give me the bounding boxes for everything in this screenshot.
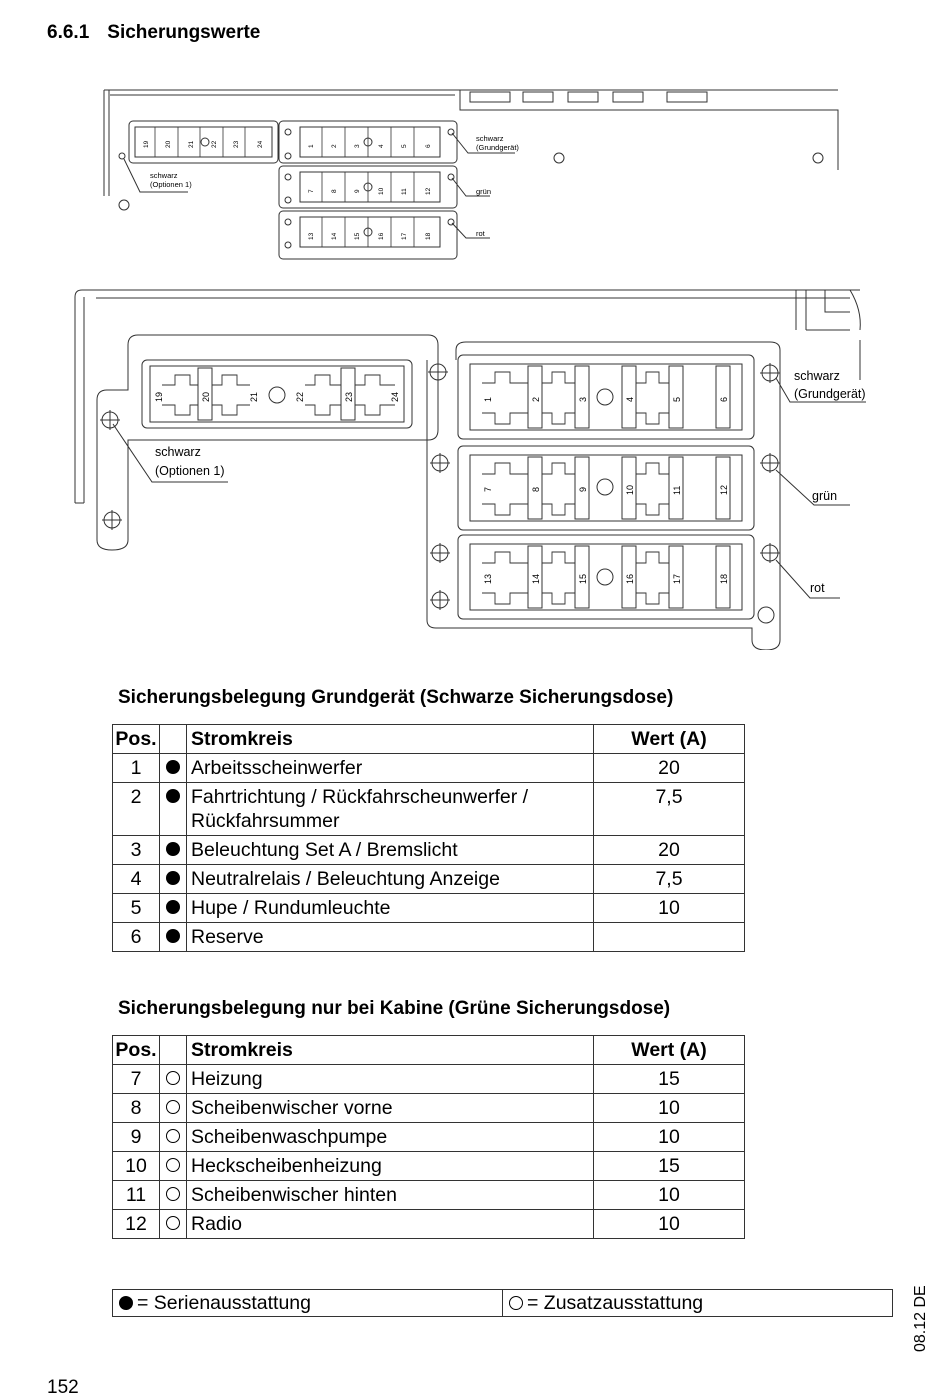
large-fuse-4: 4 <box>625 396 635 402</box>
cell-symbol <box>160 1152 187 1181</box>
legend-optional-label: = Zusatzausstattung <box>527 1292 704 1314</box>
cell-pos: 6 <box>113 923 160 952</box>
cell-pos: 9 <box>113 1123 160 1152</box>
table-row <box>113 1094 745 1123</box>
cell-value <box>594 923 745 952</box>
small-fuse-10: 10 <box>378 187 385 195</box>
large-fuse-9: 9 <box>578 486 588 492</box>
header-pos: Pos. <box>113 725 160 754</box>
cell-symbol <box>160 1123 187 1152</box>
cell-circuit: Scheibenwischer hinten <box>187 1181 594 1210</box>
edition-date: 08.12 DE <box>912 1285 929 1352</box>
cell-value: 20 <box>594 836 745 865</box>
table-header-row <box>113 1036 745 1065</box>
cell-circuit: Fahrtrichtung / Rückfahrscheunwerfer / Rückfahrsummer <box>187 783 594 836</box>
small-label-rot: rot <box>476 229 485 238</box>
cell-circuit: Radio <box>187 1210 594 1239</box>
small-fuse-21: 21 <box>188 140 195 148</box>
cell-symbol <box>160 1210 187 1239</box>
small-fuse-6: 6 <box>425 144 432 148</box>
small-fuse-1: 1 <box>308 144 315 148</box>
header-symbol <box>160 725 187 754</box>
cell-pos: 11 <box>113 1181 160 1210</box>
cell-circuit: Reserve <box>187 923 594 952</box>
header-value: Wert (A) <box>594 725 745 754</box>
cell-circuit: Scheibenwaschpumpe <box>187 1123 594 1152</box>
table-row <box>113 1181 745 1210</box>
small-fuse-19: 19 <box>143 140 150 148</box>
small-fuse-4: 4 <box>378 144 385 148</box>
header-symbol <box>160 1036 187 1065</box>
cell-symbol <box>160 923 187 952</box>
small-fuse-20: 20 <box>165 140 172 148</box>
standard-equipment-dot-icon <box>166 789 180 803</box>
large-fuse-13: 13 <box>483 573 493 584</box>
cell-value: 7,5 <box>594 865 745 894</box>
small-fuse-24: 24 <box>257 140 264 148</box>
large-label-schwarz-grund: schwarz <box>794 369 840 383</box>
table2-title: Sicherungsbelegung nur bei Kabine (Grüne Sicherungsdose) <box>118 998 671 1019</box>
legend-standard <box>113 1290 503 1317</box>
small-fuse-7: 7 <box>308 189 315 193</box>
large-fuse-7: 7 <box>483 486 493 492</box>
header-circuit: Stromkreis <box>187 725 594 754</box>
cell-pos: 10 <box>113 1152 160 1181</box>
cell-pos: 2 <box>113 783 160 836</box>
small-fuse-15: 15 <box>354 232 361 240</box>
optional-equipment-circle-icon <box>166 1158 180 1172</box>
large-fuse-15: 15 <box>578 573 588 584</box>
section-title: Sicherungswerte <box>107 22 261 43</box>
small-fuse-5: 5 <box>401 144 408 148</box>
cell-symbol <box>160 783 187 836</box>
cell-value: 10 <box>594 1210 745 1239</box>
large-fuse-10: 10 <box>625 484 635 495</box>
cell-circuit: Heizung <box>187 1065 594 1094</box>
small-fuse-12: 12 <box>425 187 432 195</box>
small-fuse-22: 22 <box>211 140 218 148</box>
large-label-rot: rot <box>810 581 825 595</box>
fuse-box-diagram <box>0 0 950 650</box>
optional-equipment-circle-icon <box>166 1187 180 1201</box>
large-fuse-16: 16 <box>625 573 635 584</box>
large-label-schwarz-optionen: schwarz <box>155 445 201 459</box>
optional-equipment-circle-icon <box>166 1100 180 1114</box>
standard-equipment-dot-icon <box>166 871 180 885</box>
table-row <box>113 923 745 952</box>
fuse-table-cabin <box>112 1035 745 1239</box>
cell-pos: 12 <box>113 1210 160 1239</box>
small-label-optionen: (Optionen 1) <box>150 180 192 189</box>
small-fuse-2: 2 <box>331 144 338 148</box>
cell-pos: 3 <box>113 836 160 865</box>
large-fuse-23: 23 <box>344 391 354 402</box>
large-fuse-8: 8 <box>531 486 541 492</box>
cell-symbol <box>160 865 187 894</box>
cell-pos: 1 <box>113 754 160 783</box>
small-fuse-3: 3 <box>354 144 361 148</box>
fuse-table-basic <box>112 724 745 952</box>
large-fuse-11: 11 <box>672 485 682 495</box>
table-row <box>113 836 745 865</box>
large-fuse-3: 3 <box>578 396 588 402</box>
cell-symbol <box>160 1065 187 1094</box>
cell-symbol <box>160 836 187 865</box>
cell-value: 10 <box>594 1181 745 1210</box>
standard-equipment-dot-icon <box>119 1296 133 1310</box>
table-row <box>113 1065 745 1094</box>
small-fuse-18: 18 <box>425 232 432 240</box>
cell-value: 15 <box>594 1065 745 1094</box>
small-fuse-9: 9 <box>354 189 361 193</box>
cell-symbol <box>160 754 187 783</box>
cell-symbol <box>160 1094 187 1123</box>
table-row <box>113 754 745 783</box>
large-fuse-20: 20 <box>201 391 211 402</box>
small-label-schwarz-grund: schwarz <box>476 134 504 143</box>
small-fuse-8: 8 <box>331 189 338 193</box>
small-label-schwarz-optionen: schwarz <box>150 171 178 180</box>
small-fuse-16: 16 <box>378 232 385 240</box>
table-row <box>113 1123 745 1152</box>
cell-pos: 5 <box>113 894 160 923</box>
cell-pos: 8 <box>113 1094 160 1123</box>
cell-value: 7,5 <box>594 783 745 836</box>
cell-circuit: Scheibenwischer vorne <box>187 1094 594 1123</box>
standard-equipment-dot-icon <box>166 900 180 914</box>
large-fuse-19: 19 <box>154 391 164 402</box>
table-row <box>113 894 745 923</box>
cell-value: 10 <box>594 894 745 923</box>
cell-symbol <box>160 894 187 923</box>
large-fuse-1: 1 <box>483 396 493 402</box>
large-fuse-12: 12 <box>719 484 729 495</box>
small-fuse-17: 17 <box>401 232 408 240</box>
large-fuse-24: 24 <box>390 391 400 402</box>
large-label-gruen: grün <box>812 489 838 503</box>
cell-circuit: Neutralrelais / Beleuchtung Anzeige <box>187 865 594 894</box>
large-fuse-5: 5 <box>672 396 682 402</box>
legend-standard-label: = Serienausstattung <box>137 1292 311 1314</box>
cell-value: 15 <box>594 1152 745 1181</box>
small-fuse-23: 23 <box>233 140 240 148</box>
table1-title: Sicherungsbelegung Grundgerät (Schwarze Sicherungsdose) <box>118 687 674 708</box>
small-fuse-13: 13 <box>308 232 315 240</box>
table-row <box>113 1210 745 1239</box>
table-row <box>113 865 745 894</box>
header-value: Wert (A) <box>594 1036 745 1065</box>
small-label-gruen: grün <box>476 187 492 196</box>
cell-value: 10 <box>594 1123 745 1152</box>
small-fuse-14: 14 <box>331 232 338 240</box>
header-circuit: Stromkreis <box>187 1036 594 1065</box>
cell-circuit: Hupe / Rundumleuchte <box>187 894 594 923</box>
cell-value: 20 <box>594 754 745 783</box>
small-fuse-11: 11 <box>401 188 408 195</box>
page-number: 152 <box>47 1377 79 1398</box>
cell-circuit: Arbeitsscheinwerfer <box>187 754 594 783</box>
small-label-grundgeraet: (Grundgerät) <box>476 143 519 152</box>
cell-circuit: Beleuchtung Set A / Bremslicht <box>187 836 594 865</box>
large-fuse-18: 18 <box>719 573 729 584</box>
large-fuse-6: 6 <box>719 396 729 402</box>
cell-value: 10 <box>594 1094 745 1123</box>
symbol-legend <box>112 1289 893 1317</box>
cell-pos: 4 <box>113 865 160 894</box>
header-pos: Pos. <box>113 1036 160 1065</box>
large-label-grundgeraet: (Grundgerät) <box>794 387 866 401</box>
cell-symbol <box>160 1181 187 1210</box>
optional-equipment-circle-icon <box>509 1296 523 1310</box>
large-fuse-14: 14 <box>531 573 541 584</box>
table-row <box>113 783 745 836</box>
optional-equipment-circle-icon <box>166 1129 180 1143</box>
cell-pos: 7 <box>113 1065 160 1094</box>
large-fuse-2: 2 <box>531 396 541 402</box>
section-number: 6.6.1 <box>47 22 90 43</box>
large-label-optionen: (Optionen 1) <box>155 464 225 478</box>
standard-equipment-dot-icon <box>166 760 180 774</box>
legend-optional <box>503 1290 893 1317</box>
large-fuse-21: 21 <box>249 391 259 402</box>
standard-equipment-dot-icon <box>166 842 180 856</box>
large-fuse-17: 17 <box>672 573 682 584</box>
optional-equipment-circle-icon <box>166 1071 180 1085</box>
cell-circuit: Heckscheibenheizung <box>187 1152 594 1181</box>
large-fuse-22: 22 <box>295 391 305 402</box>
standard-equipment-dot-icon <box>166 929 180 943</box>
optional-equipment-circle-icon <box>166 1216 180 1230</box>
table-header-row <box>113 725 745 754</box>
table-row <box>113 1152 745 1181</box>
